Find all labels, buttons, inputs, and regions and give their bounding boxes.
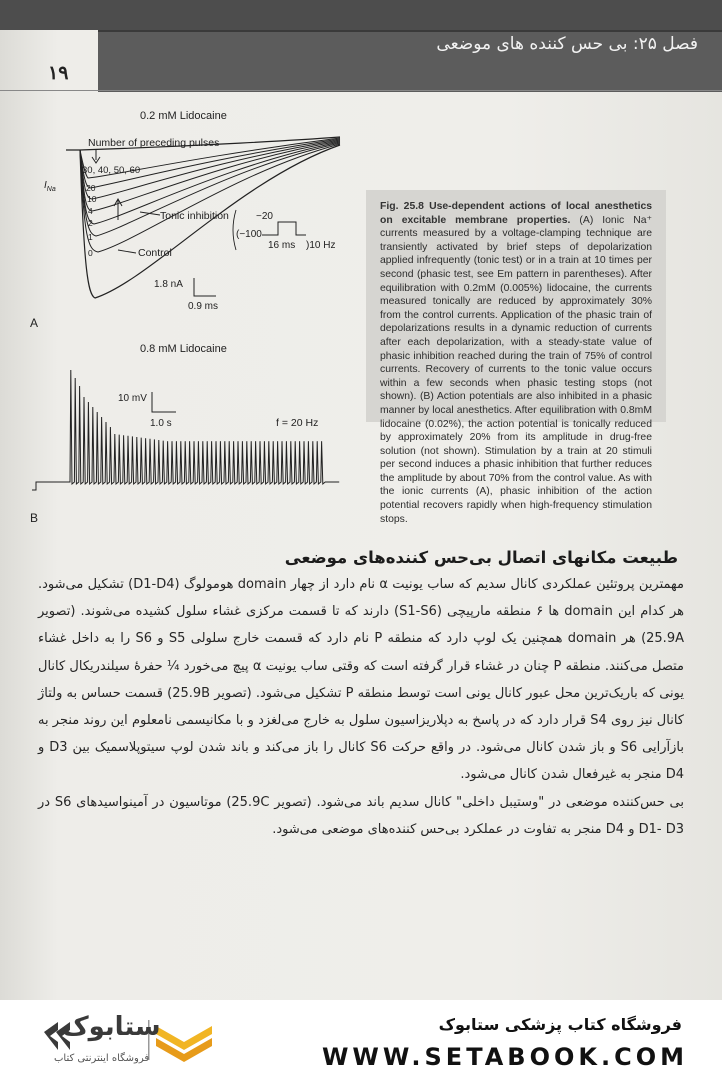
frequency-label: f = 20 Hz (276, 417, 319, 429)
trace-label-4: 4 (88, 206, 93, 216)
trace-label-2: 2 (88, 218, 93, 228)
trace-label-20: 20 (86, 183, 96, 193)
store-url[interactable]: WWW.SETABOOK.COM (321, 1043, 688, 1071)
logo-text: ستابوک (62, 1012, 161, 1042)
trace-0 (80, 144, 340, 252)
scale-bar-a (194, 278, 216, 296)
stim-top-voltage: −20 (256, 211, 273, 222)
stim-waveform (262, 222, 306, 235)
control-label: Control (138, 247, 172, 259)
tonic-leader (140, 212, 160, 215)
body-text (38, 571, 684, 843)
trace-label-10: 10 (87, 194, 97, 204)
panel-a-title: 0.2 mM Lidocaine (140, 110, 227, 122)
control-leader (118, 250, 136, 253)
scale-b-y-label: 10 mV (118, 393, 147, 404)
pulse-counts-label: 30, 40, 50, 60 (82, 165, 141, 176)
panel-b-title: 0.8 mM Lidocaine (140, 343, 227, 355)
page-number: ۱۹ (48, 62, 69, 84)
paragraph-2: بی حس‌کننده موضعی در "وستیبل داخلی" کانال سدیم باند می‌شود. (تصویر 25.9C) موتاسیون در آمینواسیدهای S6 در D1- D3 و D4 منجر به تفاوت در عملکرد بی‌حس کننده‌های موضعی می‌شود. (38, 794, 684, 837)
figure-caption (366, 190, 666, 525)
tonic-inhibition-label: Tonic inhibition (160, 210, 229, 222)
caption-body: (A) Ionic Na⁺ currents measured by a voltage-clamping technique are transiently activated by brief steps of depolarization applied infrequently (tonic test) or in a train at 10 times per second (phasic test, see Em pattern in parentheses). After equilibration with 0.2mM (0.005%) lidocaine, the currents measured tonically are reduced by approximately 30% from the control currents. Application of the phasic train of depolarizations results in a dynamic reduction of currents after each depolarization, with a steady-state value of phasic inhibition reached during the train of 75% of control currents. Recovery of currents to the tonic value occurs within a few seconds when phasic testing stops (not shown). (B) Action potentials are also inhibited in a phasic manner by local anesthetics. After equilibration with 0.8mM lidocaine (0.02%), the action potential is tonically reduced by approximately 20% from its amplitude in drug-free solution (not shown). Stimulation by a train at 20 stimuli per second induces a phasic inhibition that further reduces the amplitude by about 70% from the control value. As with the ionic currents (A), phasic inhibition of the action potential recovers rapidly when high-frequency stimulation stops. (380, 214, 652, 525)
store-name: فروشگاه کتاب پزشکی ستابوک (438, 1015, 682, 1034)
caption-title: Use-dependent actions of local anesthetics on excitable membrane properties. (380, 201, 653, 226)
panel-b-letter: B (30, 511, 39, 525)
stim-duration: 16 ms (268, 240, 296, 251)
stim-frequency: )10 Hz (306, 240, 336, 251)
logo-subtext: فروشگاه اینترنتی کتاب (54, 1053, 150, 1064)
section-heading: طبیعت مکانهای اتصال بی‌حس کننده‌های موضعی (284, 548, 678, 567)
panel-a-letter: A (30, 316, 39, 330)
trace-label-1: 1 (88, 232, 93, 242)
scale-bar-b (152, 392, 176, 412)
caption-label: Fig. 25.8 (380, 201, 424, 212)
chapter-title: فصل ۲۵: بی حس کننده های موضعی (436, 34, 698, 54)
scale-a-x-label: 0.9 ms (188, 301, 219, 312)
preceding-pulses-annotation: Number of preceding pulses (88, 137, 220, 149)
scale-b-x-label: 1.0 s (150, 418, 172, 429)
paragraph-1: مهمترین پروتئین عملکردی کانال سدیم که ساب یونیت α نام دارد از چهار domain هومولوگ (D1-D4) تشکیل می‌شود. هر کدام این domain ها ۶ منطقه مارپیچی (S1-S6) دارند که تا قسمت مرکزی غشاء سلول کشیده می‌شوند. (تصویر 25.9A) هر domain همچنین یک لوپ دارد که منطقه P نام دارد که قسمت خارج سلولی S5 و S6 را به داخل غشاء متصل می‌کنند. منطقه P چنان در غشاء قرار گرفته است که وقتی ساب یونیت α پیچ می‌خورد ¼ حفرهٔ سیلندریکال کانال یونی که باریک‌ترین محل عبور کانال یونی است توسط منطقه P تشکیل می‌شود. (تصویر 25.9B) قسمت حساس به ولتاژ کانال نیز روی S4 قرار دارد که در پاسخ به دپلاریزاسیون سلول به خارج می‌لغزد و با مکانیسمی نامعلوم این روند منجر به بازآرایی S6 و باز شدن کانال می‌شود. در واقع حرکت S6 کانال را باز می‌کند و باند شدن لوپ سیتوپلاسمیک بین D3 و D4 منجر به غیرفعال شدن کانال می‌شود. (38, 577, 685, 783)
action-potential-train (32, 370, 339, 490)
scale-a-y-label: 1.8 nA (154, 279, 183, 290)
stim-holding-voltage: (−100 (236, 229, 262, 240)
i-na-label: $I_{Na}$ (44, 180, 56, 193)
logo-chevron-icon (44, 1022, 58, 1050)
trace-label-0: 0 (88, 248, 93, 258)
